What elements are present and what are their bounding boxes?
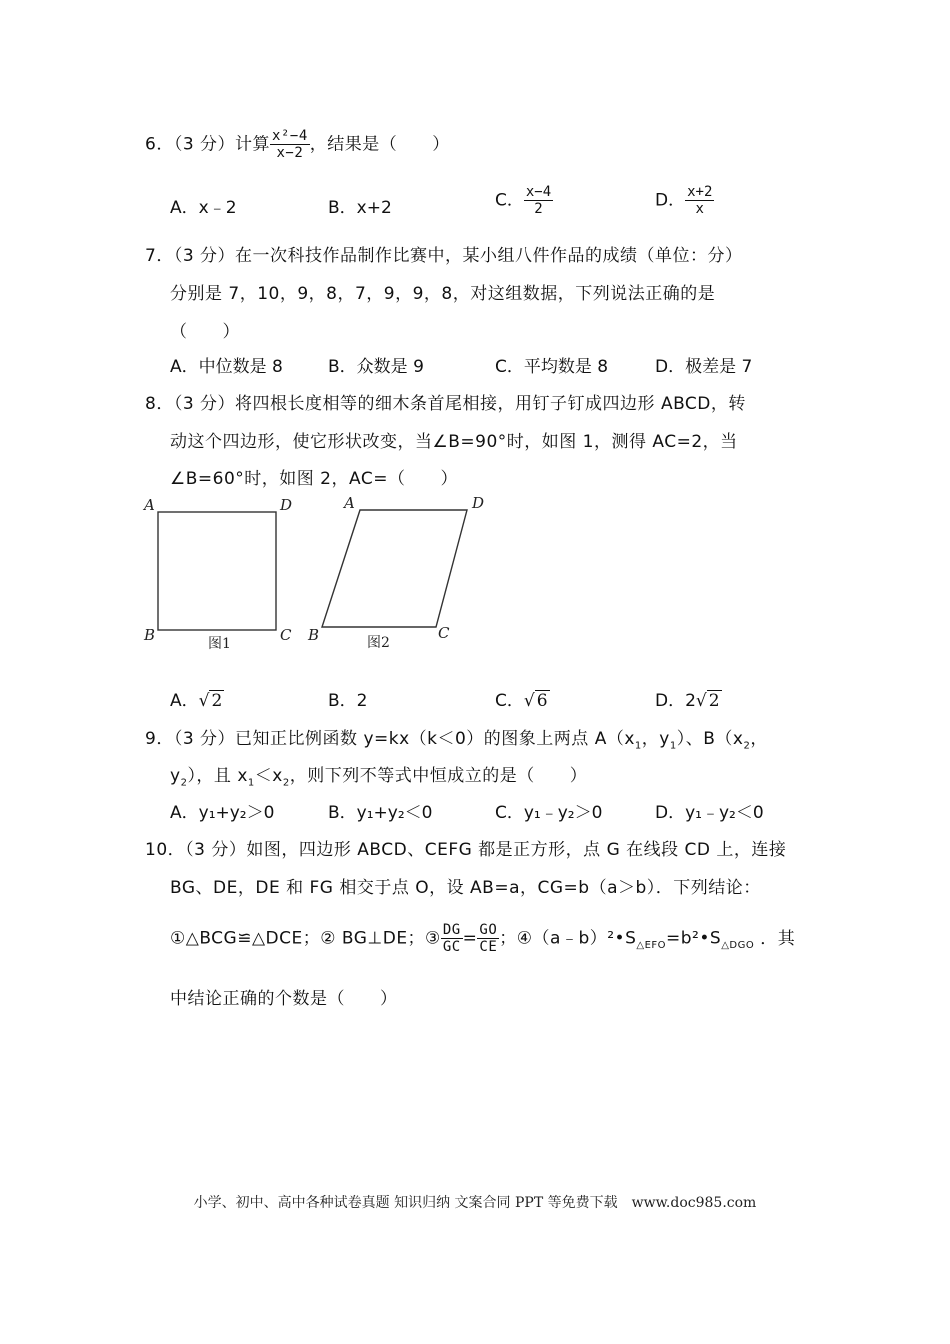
q6-stem-end: ，结果是（ ） [309,134,450,155]
fig2-label-a: A [344,494,355,512]
q9-option-c: C．y₁﹣y₂＞0 [495,803,603,823]
q8-line-3: ∠B=60°时，如图 2，AC=（ ） [170,469,458,489]
q8-option-b: B．2 [328,691,368,711]
q6-option-a: A．x﹣2 [170,198,237,218]
q9-line-1: 9．（3 分）已知正比例函数 y=kx（k＜0）的图象上两点 $A(x_1$，$y_1$）、$B(x_2$， [145,729,768,752]
fig1-label-a: A [144,496,155,514]
figure-1-square [142,496,292,652]
q7-line-2: 分别是 7，10，9，8，7，9，9，8，对这组数据，下列说法正确的是 [170,284,716,304]
sqrt-icon: √ 2 [695,691,720,711]
q10-line-2: BG、DE，DE 和 FG 相交于点 O，设 AB=a，CG=b（a＞b）．下列结论： [170,878,761,898]
q6-option-c-label: C． [495,190,524,211]
q8-option-c [495,686,550,711]
q7-option-d: D．极差是 7 [655,357,753,377]
q10-mid: =b²•S [666,928,722,949]
q9-option-b: B．y₁+y₂＜0 [328,803,433,823]
q7-line-3: （ ） [170,322,240,342]
q9-option-d: D．y₁﹣y₂＜0 [655,803,764,823]
q9-line-1-text: 9．（3 分）已知正比例函数 y=kx（k＜0）的图象上两点 A（x [145,729,635,749]
q9-line-2: $y_2$），且 $x_1<x_2$，则下列不等式中恒成立的是（ ） [170,766,588,789]
page-footer: 小学、初中、高中各种试卷真题 知识归纳 文案合同 PPT 等免费下载 www.doc985.com [193,1195,757,1211]
q10-frac1-num: DG [442,922,461,938]
sqrt-icon: √ 2 [198,691,223,711]
q6-frac-numerator: x²−4 [272,128,308,144]
fig2-label-c: C [438,624,450,642]
q6-stem-text: 6．（3 分）计算 [145,134,271,155]
q6-option-d-label: D． [655,190,686,211]
q6-option-d-num: x+2 [687,184,713,200]
fig1-caption: 图1 [208,636,231,652]
fig1-label-d: D [280,496,293,514]
fig1-label-c: C [280,626,292,644]
q10-line-3 [170,922,795,955]
q7-option-c: C．平均数是 8 [495,357,609,377]
q7-line-1: 7．（3 分）在一次科技作品制作比赛中，某小组八件作品的成绩（单位：分） [145,246,743,266]
q8-option-a-label: A． [170,691,199,711]
q10-line-4: 中结论正确的个数是（ ） [170,989,398,1009]
q8-figures [140,490,500,660]
q8-line-2: 动这个四边形，使它形状改变，当∠B=90°时，如图 1，测得 AC=2，当 [170,432,738,452]
q7-option-a: A．中位数是 8 [170,357,283,377]
q8-option-a [170,686,224,711]
q8-option-d-radicand: 2 [708,691,720,711]
q8-option-c-label: C． [495,691,524,711]
q10-line-1: 10．（3 分）如图，四边形 ABCD、CEFG 都是正方形，点 G 在线段 CD 上，连接 [145,840,787,860]
fig2-caption: 图2 [367,635,390,651]
q6-fraction [270,128,310,161]
q10-sub-efo: △EFO [636,939,667,951]
q6-option-b: B．x+2 [328,198,392,218]
q9-option-a: A．y₁+y₂＞0 [170,803,275,823]
q10-line-3-cont: ；④（a﹣b）²•S [499,928,637,949]
q8-option-a-radicand: 2 [211,691,223,711]
q10-line-3-text: ①△BCG≌△DCE；② BG⊥DE；③ [170,928,441,949]
q6-option-c [495,184,553,217]
q6-frac-denominator: x−2 [276,145,304,161]
fig2-label-b: B [308,626,320,644]
q10-frac2-num: GO [479,922,498,938]
q8-option-d [655,686,722,711]
figure-2-rhombus [307,494,484,651]
q6-option-d [655,184,714,217]
q6-option-c-den: 2 [534,201,543,217]
q10-frac2-den: CE [479,939,498,955]
q10-fraction-1 [441,922,463,955]
q10-tail: ．其 [760,928,796,949]
q8-option-d-label: D．2 [655,691,696,711]
q10-sub-dgo: △DGO [721,939,755,951]
q6-option-c-num: x−4 [525,184,552,200]
q6-option-d-den: x [695,201,704,217]
q6-stem [145,128,450,161]
fig2-label-d: D [472,494,485,512]
fig1-label-b: B [144,626,156,644]
q8-option-c-radicand: 6 [536,691,548,711]
sqrt-icon: √ 6 [523,691,548,711]
q7-option-b: B．众数是 9 [328,357,424,377]
q10-equals: = [462,928,478,949]
q10-frac1-den: GC [442,939,461,955]
q10-fraction-2 [477,922,499,955]
q8-line-1: 8．（3 分）将四根长度相等的细木条首尾相接，用钉子钉成四边形 ABCD，转 [145,394,746,414]
